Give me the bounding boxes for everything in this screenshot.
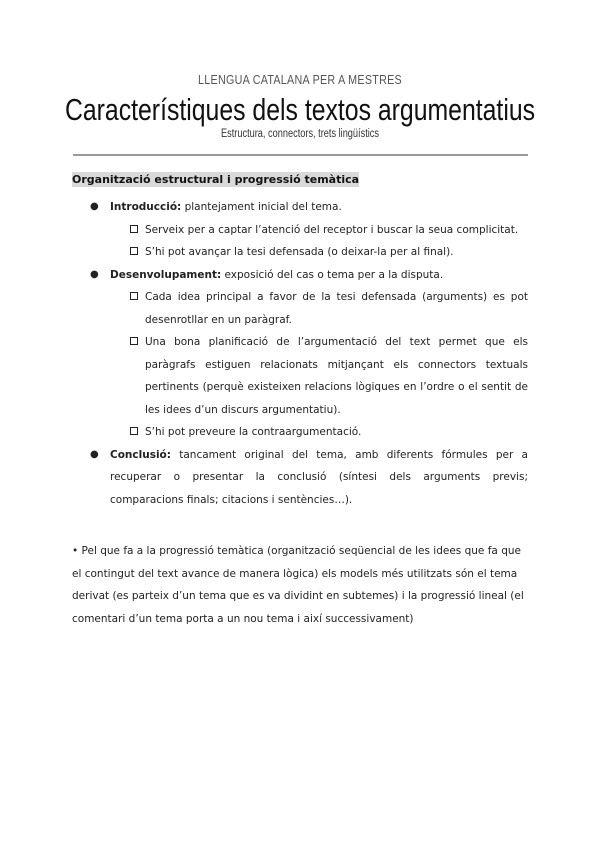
course-kicker: LLENGUA CATALANA PER A MESTRES (198, 73, 402, 87)
list-item-text: exposició del cas o tema per a la disputa. (221, 268, 444, 281)
header-divider (73, 154, 528, 156)
structure-list (90, 196, 528, 511)
page-subtitle: Estructura, connectors, trets lingüístics (221, 128, 379, 140)
checkbox-square-icon (130, 225, 138, 233)
bullet-icon: ● (90, 201, 99, 212)
list-item (90, 444, 528, 512)
sub-list-item-text: Una bona planificació de l’argumentació del text permet que els paràgrafs estiguen relacionats mitjançant els connectors textuals pertinents (perquè existeixen relacions lògiques en l’ordre o el sentit de les idees d’un discurs argumentatiu). (145, 336, 528, 416)
list-item (90, 196, 528, 219)
sub-list-item (130, 286, 528, 331)
bullet-icon: ● (90, 448, 99, 460)
list-item-text: tancament original del tema, amb diferents fórmules per a recuperar o presentar la conclusió (síntesi dels arguments previs; comparacions finals; citacions i sentències…). (110, 448, 528, 506)
section-heading: Organització estructural i progressió temàtica (72, 173, 360, 186)
list-item-text: plantejament inicial del tema. (181, 201, 342, 213)
sub-list-item (130, 241, 528, 264)
list-item-label: Desenvolupament: (110, 268, 222, 281)
sub-list-item (130, 421, 528, 444)
checkbox-square-icon (130, 427, 138, 435)
list-item-label: Introducció: (110, 201, 182, 213)
bullet-icon: ● (90, 268, 99, 280)
checkbox-square-icon (130, 292, 138, 300)
list-item-label: Conclusió: (110, 448, 171, 461)
thematic-progression-paragraph: • Pel que fa a la progressió temàtica (organització seqüencial de les idees que fa que el contingut del text avance de manera lògica) els models més utilitzats són el tema derivat (es parteix d’un tema que es va dividint en subtemes) i la progressió lineal (el comentari d’un tema porta a un nou tema i així successivament) (72, 545, 524, 625)
sub-list-item-text: S’hi pot avançar la tesi defensada (o deixar-la per al final). (145, 246, 454, 258)
sub-list-item-text: S’hi pot preveure la contraargumentació. (145, 426, 362, 438)
sub-list-item (130, 331, 528, 421)
checkbox-square-icon (130, 337, 138, 345)
checkbox-square-icon (130, 247, 138, 255)
sub-list-item-text: Cada idea principal a favor de la tesi defensada (arguments) es pot desenrotllar en un paràgraf. (145, 291, 528, 326)
list-item (90, 264, 528, 287)
sub-list-item-text: Serveix per a captar l’atenció del receptor i buscar la seua complicitat. (145, 223, 519, 236)
sub-list-item (130, 219, 528, 242)
page-title: Característiques dels textos argumentatius (64, 92, 536, 127)
